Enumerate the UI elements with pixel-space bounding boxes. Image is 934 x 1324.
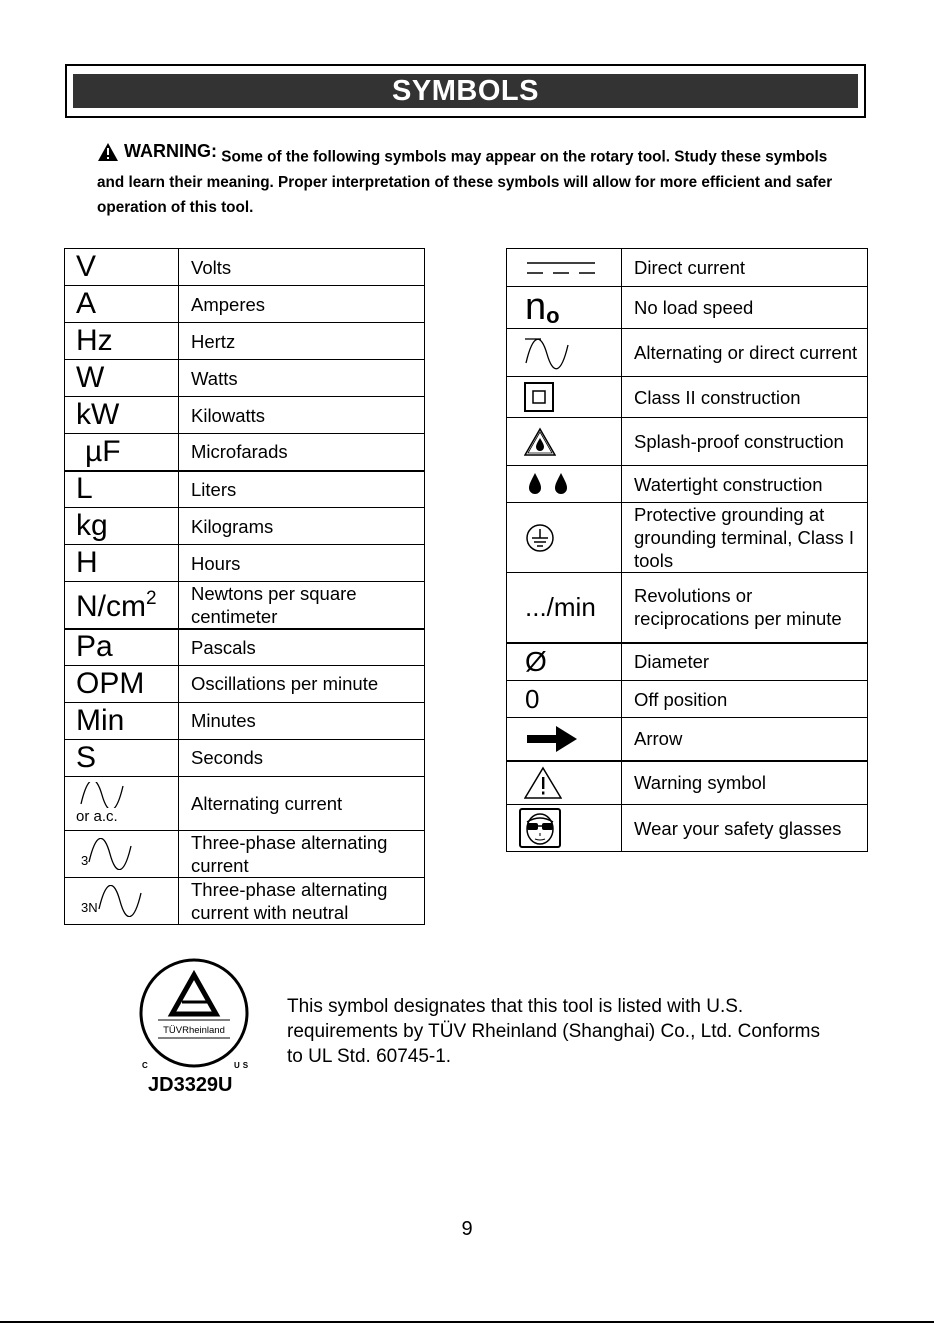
table-row (507, 503, 868, 573)
meaning-cell: Direct current (622, 249, 868, 287)
meaning-cell: Three-phase alternating current with neutral (179, 877, 425, 924)
meaning-cell: Hours (179, 545, 425, 582)
symbol-text: N/cm (76, 589, 146, 623)
table-row (507, 377, 868, 418)
bottom-rule (0, 1321, 934, 1323)
table-row (65, 739, 425, 776)
meaning-cell: Class II construction (622, 377, 868, 418)
table-row (65, 249, 425, 286)
symbol-cell: µF (65, 434, 179, 471)
symbol-cell (507, 503, 622, 573)
table-row (65, 471, 425, 508)
meaning-cell: Alternating current (179, 776, 425, 830)
symbol-cell (507, 329, 622, 377)
table-row (65, 582, 425, 630)
symbols-table-left (64, 248, 425, 925)
symbol-cell (507, 761, 622, 805)
symbol-cell (507, 377, 622, 418)
table-row (65, 508, 425, 545)
symbol-cell: H (65, 545, 179, 582)
table-row (507, 718, 868, 761)
meaning-cell: Liters (179, 471, 425, 508)
tuv-logo-c: C (142, 1061, 148, 1070)
splash-proof-icon (524, 427, 556, 457)
meaning-cell: Three-phase alternating current (179, 830, 425, 877)
warning-triangle-icon (97, 142, 119, 162)
table-row (65, 877, 425, 924)
table-row (65, 360, 425, 397)
title-box (65, 64, 866, 118)
symbol-cell: Pa (65, 629, 179, 665)
table-row (507, 805, 868, 852)
meaning-cell: Seconds (179, 739, 425, 776)
symbol-cell: W (65, 360, 179, 397)
meaning-cell: Kilowatts (179, 397, 425, 434)
symbol-cell (507, 805, 622, 852)
symbol-cell: S (65, 739, 179, 776)
symbol-cell (507, 249, 622, 287)
symbol-cell: Ø (507, 643, 622, 681)
table-row (507, 329, 868, 377)
meaning-cell: Diameter (622, 643, 868, 681)
table-row (507, 573, 868, 643)
symbol-cell (65, 582, 179, 630)
symbol-cell: V (65, 249, 179, 286)
meaning-cell: Kilograms (179, 508, 425, 545)
symbol-cell: Min (65, 702, 179, 739)
sine-wave-icon (80, 782, 124, 808)
ac-dc-icon (525, 336, 569, 370)
meaning-cell: Watts (179, 360, 425, 397)
page-title: SYMBOLS (73, 74, 858, 108)
table-row (507, 466, 868, 503)
tuv-rheinland-logo (136, 958, 252, 1070)
symbol-prefix: 3 (81, 852, 89, 868)
class-ii-construction-icon (524, 382, 554, 412)
symbol-cell: .../min (507, 573, 622, 643)
symbol-text: n (525, 286, 547, 328)
direct-current-icon (527, 261, 595, 275)
symbol-cell: OPM (65, 665, 179, 702)
symbol-cell: Hz (65, 323, 179, 360)
meaning-cell: Oscillations per minute (179, 665, 425, 702)
table-row (65, 397, 425, 434)
page-number: 9 (461, 1218, 473, 1240)
meaning-cell: No load speed (622, 287, 868, 329)
table-row (65, 286, 425, 323)
symbol-superscript: 2 (146, 587, 157, 609)
table-row (507, 287, 868, 329)
meaning-cell: Splash-proof construction (622, 418, 868, 466)
meaning-cell: Volts (179, 249, 425, 286)
meaning-cell: Amperes (179, 286, 425, 323)
meaning-cell: Arrow (622, 718, 868, 761)
meaning-cell: Minutes (179, 702, 425, 739)
table-row (507, 643, 868, 681)
symbol-cell (65, 776, 179, 830)
warning-text: Some of the following symbols may appear on the rotary tool. Study these symbols and learn their meaning. Proper interpretation of these symbols will allow for more efficient and safer operation of this tool. (97, 148, 833, 216)
safety-glasses-icon (519, 808, 561, 848)
warning-paragraph (97, 139, 837, 220)
meaning-cell: Hertz (179, 323, 425, 360)
protective-ground-icon (525, 523, 555, 553)
watertight-drops-icon (527, 471, 573, 497)
warning-label (97, 139, 217, 164)
meaning-cell: Watertight construction (622, 466, 868, 503)
table-row (65, 323, 425, 360)
meaning-cell: Off position (622, 681, 868, 718)
meaning-cell: Alternating or direct current (622, 329, 868, 377)
table-row (65, 830, 425, 877)
table-row (65, 702, 425, 739)
table-row (65, 545, 425, 582)
tuv-logo-us: US (234, 1061, 252, 1070)
table-row (507, 681, 868, 718)
three-phase-ac-icon (88, 838, 132, 870)
symbol-cell (507, 718, 622, 761)
meaning-cell: Wear your safety glasses (622, 805, 868, 852)
symbol-cell: L (65, 471, 179, 508)
table-row (65, 776, 425, 830)
symbol-prefix: 3N (81, 899, 98, 915)
meaning-cell: Microfarads (179, 434, 425, 471)
meaning-cell: Protective grounding at grounding terminal, Class I tools (622, 503, 868, 573)
table-row (65, 665, 425, 702)
symbol-cell (507, 466, 622, 503)
meaning-cell: Pascals (179, 629, 425, 665)
table-row (507, 761, 868, 805)
three-phase-ac-neutral-icon (98, 885, 142, 917)
symbol-cell (507, 418, 622, 466)
meaning-cell: Warning symbol (622, 761, 868, 805)
warning-symbol-icon (524, 766, 562, 800)
symbol-cell (65, 830, 179, 877)
symbol-caption: or a.c. (76, 807, 118, 825)
symbols-table-right (506, 248, 868, 852)
meaning-cell: Revolutions or reciprocations per minute (622, 573, 868, 643)
certification-text: This symbol designates that this tool is listed with U.S. requirements by TÜV Rheinland (Shanghai) Co., Ltd. Conforms to UL Std. 60745-1. (287, 996, 820, 1067)
symbol-cell: kg (65, 508, 179, 545)
meaning-cell: Newtons per square centimeter (179, 582, 425, 630)
symbol-cell (507, 287, 622, 329)
symbol-cell: A (65, 286, 179, 323)
symbol-cell: kW (65, 397, 179, 434)
table-row (507, 418, 868, 466)
table-row (65, 434, 425, 471)
certification-id: JD3329U (148, 1074, 233, 1096)
warning-label-text: WARNING: (124, 141, 217, 161)
symbol-subscript: o (546, 303, 560, 328)
arrow-icon (527, 726, 577, 752)
table-row (507, 249, 868, 287)
symbol-cell: 0 (507, 681, 622, 718)
symbol-cell (65, 877, 179, 924)
tuv-logo-text: TÜVRheinland (163, 1025, 225, 1036)
table-row (65, 629, 425, 665)
